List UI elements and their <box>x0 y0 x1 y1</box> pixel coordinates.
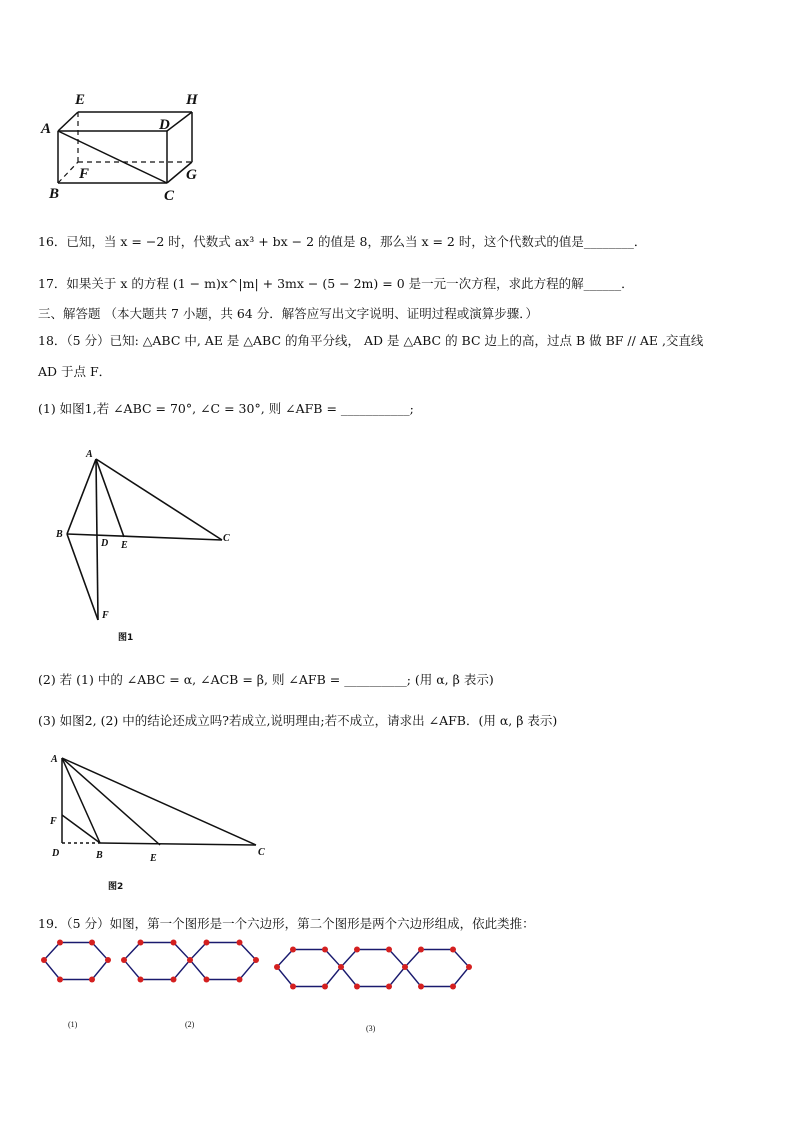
hexagon-vertex-dot <box>338 964 344 970</box>
hexagon-vertex-dot <box>41 957 47 963</box>
hexagon-vertex-dot <box>138 977 144 983</box>
hexagon-3-3 <box>405 950 469 987</box>
hexagon-vertex-dot <box>105 957 111 963</box>
hexagon-vertex-dot <box>57 940 63 946</box>
hexagon-vertex-dot <box>322 947 328 953</box>
hexagon-vertex-dot <box>450 947 456 953</box>
hexagon-vertex-dot <box>322 984 328 990</box>
question-19: 19．（5 分）如图，第一个图形是一个六边形，第二个图形是两个六边形组成，依此类推： <box>38 916 535 931</box>
hexagon-vertex-dot <box>171 940 177 946</box>
hexagon-vertex-dot <box>121 957 127 963</box>
vertex-label-f: F <box>79 166 90 182</box>
hexagon-caption-2: (2) <box>185 1020 195 1029</box>
hexagon-vertex-dot <box>171 977 177 983</box>
fig2-label-b: B <box>96 850 103 861</box>
hexagon-2-2 <box>190 943 256 980</box>
hexagon-caption-3: (3) <box>366 1024 376 1033</box>
fig1-label-e: E <box>121 540 128 551</box>
figure-1-caption: 图1 <box>118 633 134 643</box>
fig2-label-f: F <box>50 816 57 827</box>
hexagon-vertex-dot <box>450 984 456 990</box>
hexagon-1-1 <box>44 943 108 980</box>
hexagon-vertex-dot <box>386 947 392 953</box>
hexagon-vertex-dot <box>290 984 296 990</box>
hexagon-vertex-dot <box>204 940 210 946</box>
hexagon-vertex-dot <box>354 947 360 953</box>
hexagon-vertex-dot <box>402 964 408 970</box>
hexagon-vertex-dot <box>466 964 472 970</box>
fig1-label-f: F <box>102 610 109 621</box>
hexagon-vertex-dot <box>237 977 243 983</box>
hexagon-3-2 <box>341 950 405 987</box>
hexagon-2-1 <box>124 943 190 980</box>
hexagon-vertex-dot <box>57 977 63 983</box>
hexagon-vertex-dot <box>89 940 95 946</box>
hexagon-caption-1: (1) <box>68 1020 78 1029</box>
fig2-label-a: A <box>51 754 58 765</box>
fig1-label-c: C <box>223 533 230 544</box>
hexagon-vertex-dot <box>386 984 392 990</box>
question-18-part3: (3) 如图2, (2) 中的结论还成立吗?若成立,说明理由;若不成立，请求出 ∠AFB．(用 α, β 表示) <box>38 713 558 728</box>
hexagon-vertex-dot <box>187 957 193 963</box>
hexagon-3-1 <box>277 950 341 987</box>
vertex-label-h: H <box>186 92 198 108</box>
vertex-label-d: D <box>159 117 170 133</box>
hexagon-vertex-dot <box>418 947 424 953</box>
question-17: 17．如果关于 x 的方程 (1 − m)x^|m| + 3mx − (5 − 2m) = 0 是一元一次方程，求此方程的解______． <box>38 276 634 291</box>
question-18-line2: AD 于点 F． <box>38 364 112 379</box>
vertex-label-c: C <box>164 188 175 204</box>
hexagon-vertex-dot <box>138 940 144 946</box>
fig2-label-d: D <box>52 848 60 859</box>
hexagon-vertex-dot <box>418 984 424 990</box>
question-18-part1: (1) 如图1,若 ∠ABC = 70°, ∠C = 30°, 则 ∠AFB = ___________; <box>38 401 414 416</box>
vertex-label-e: E <box>75 92 86 108</box>
vertex-label-g: G <box>186 167 197 183</box>
fig2-label-c: C <box>258 847 265 858</box>
question-18-part2: (2) 若 (1) 中的 ∠ABC = α, ∠ACB = β, 则 ∠AFB = __________; (用 α, β 表示) <box>38 672 494 687</box>
hexagon-vertex-dot <box>204 977 210 983</box>
question-16: 16．已知，当 x = −2 时，代数式 ax³ + bx − 2 的值是 8，那么当 x = 2 时，这个代数式的值是________． <box>38 234 647 249</box>
fig2-label-e: E <box>150 853 157 864</box>
hexagon-vertex-dot <box>237 940 243 946</box>
hexagon-vertex-dot <box>89 977 95 983</box>
fig1-label-d: D <box>101 538 109 549</box>
hexagon-vertex-dot <box>253 957 259 963</box>
vertex-label-a: A <box>41 121 52 137</box>
hexagon-vertex-dot <box>290 947 296 953</box>
fig1-label-a: A <box>86 449 93 460</box>
question-18-line1: 18．（5 分）已知: △ABC 中, AE 是 △ABC 的角平分线， AD 是 △ABC 的 BC 边上的高，过点 B 做 BF // AE ,交直线 <box>38 333 704 348</box>
hexagon-vertex-dot <box>354 984 360 990</box>
vertex-label-b: B <box>49 186 60 202</box>
section-3-heading: 三、解答题 （本大题共 7 小题，共 64 分．解答应写出文字说明、证明过程或演算步骤．） <box>38 306 538 321</box>
hexagon-vertex-dot <box>274 964 280 970</box>
figure-2-caption: 图2 <box>108 882 124 892</box>
fig1-label-b: B <box>56 529 63 540</box>
